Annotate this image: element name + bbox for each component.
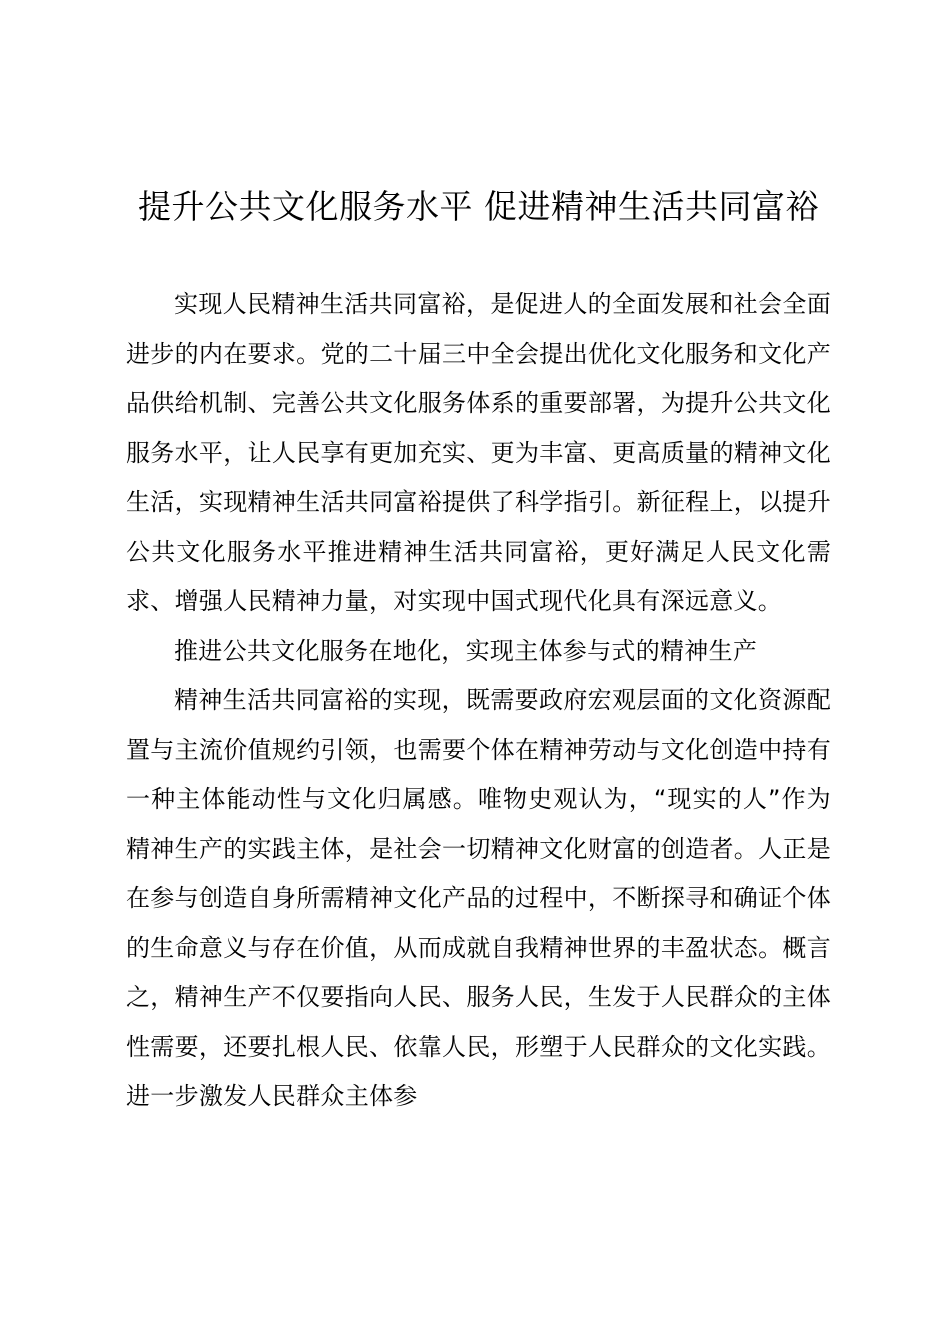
paragraph-body: 精神生活共同富裕的实现，既需要政府宏观层面的文化资源配置与主流价值规约引领，也需要个体在精神劳动与文化创造中持有一种主体能动性与文化归属感。唯物史观认为，“现实的人”作为精神生产的实践主体，是社会一切精神文化财富的创造者。人正是在参与创造自身所需精神文化产品的过程中，不断探寻和确证个体的生命意义与存在价值，从而成就自我精神世界的丰盈状态。概言之，精神生产不仅要指向人民、服务人民，生发于人民群众的主体性需要，还要扎根人民、依靠人民，形塑于人民群众的文化实践。进一步激发人民群众主体参 [126, 686, 831, 1110]
section-heading: 推进公共文化服务在地化，实现主体参与式的精神生产 [174, 636, 758, 665]
document-title: 提升公共文化服务水平 促进精神生活共同富裕 [138, 187, 819, 226]
document-body [126, 280, 831, 1122]
paragraph-intro: 实现人民精神生活共同富裕，是促进人的全面发展和社会全面进步的内在要求。党的二十届三中全会提出优化文化服务和文化产品供给机制、完善公共文化服务体系的重要部署，为提升公共文化服务水平，让人民享有更加充实、更为丰富、更高质量的精神文化生活，实现精神生活共同富裕提供了科学指引。新征程上，以提升公共文化服务水平推进精神生活共同富裕，更好满足人民文化需求、增强人民精神力量，对实现中国式现代化具有深远意义。 [126, 290, 831, 615]
